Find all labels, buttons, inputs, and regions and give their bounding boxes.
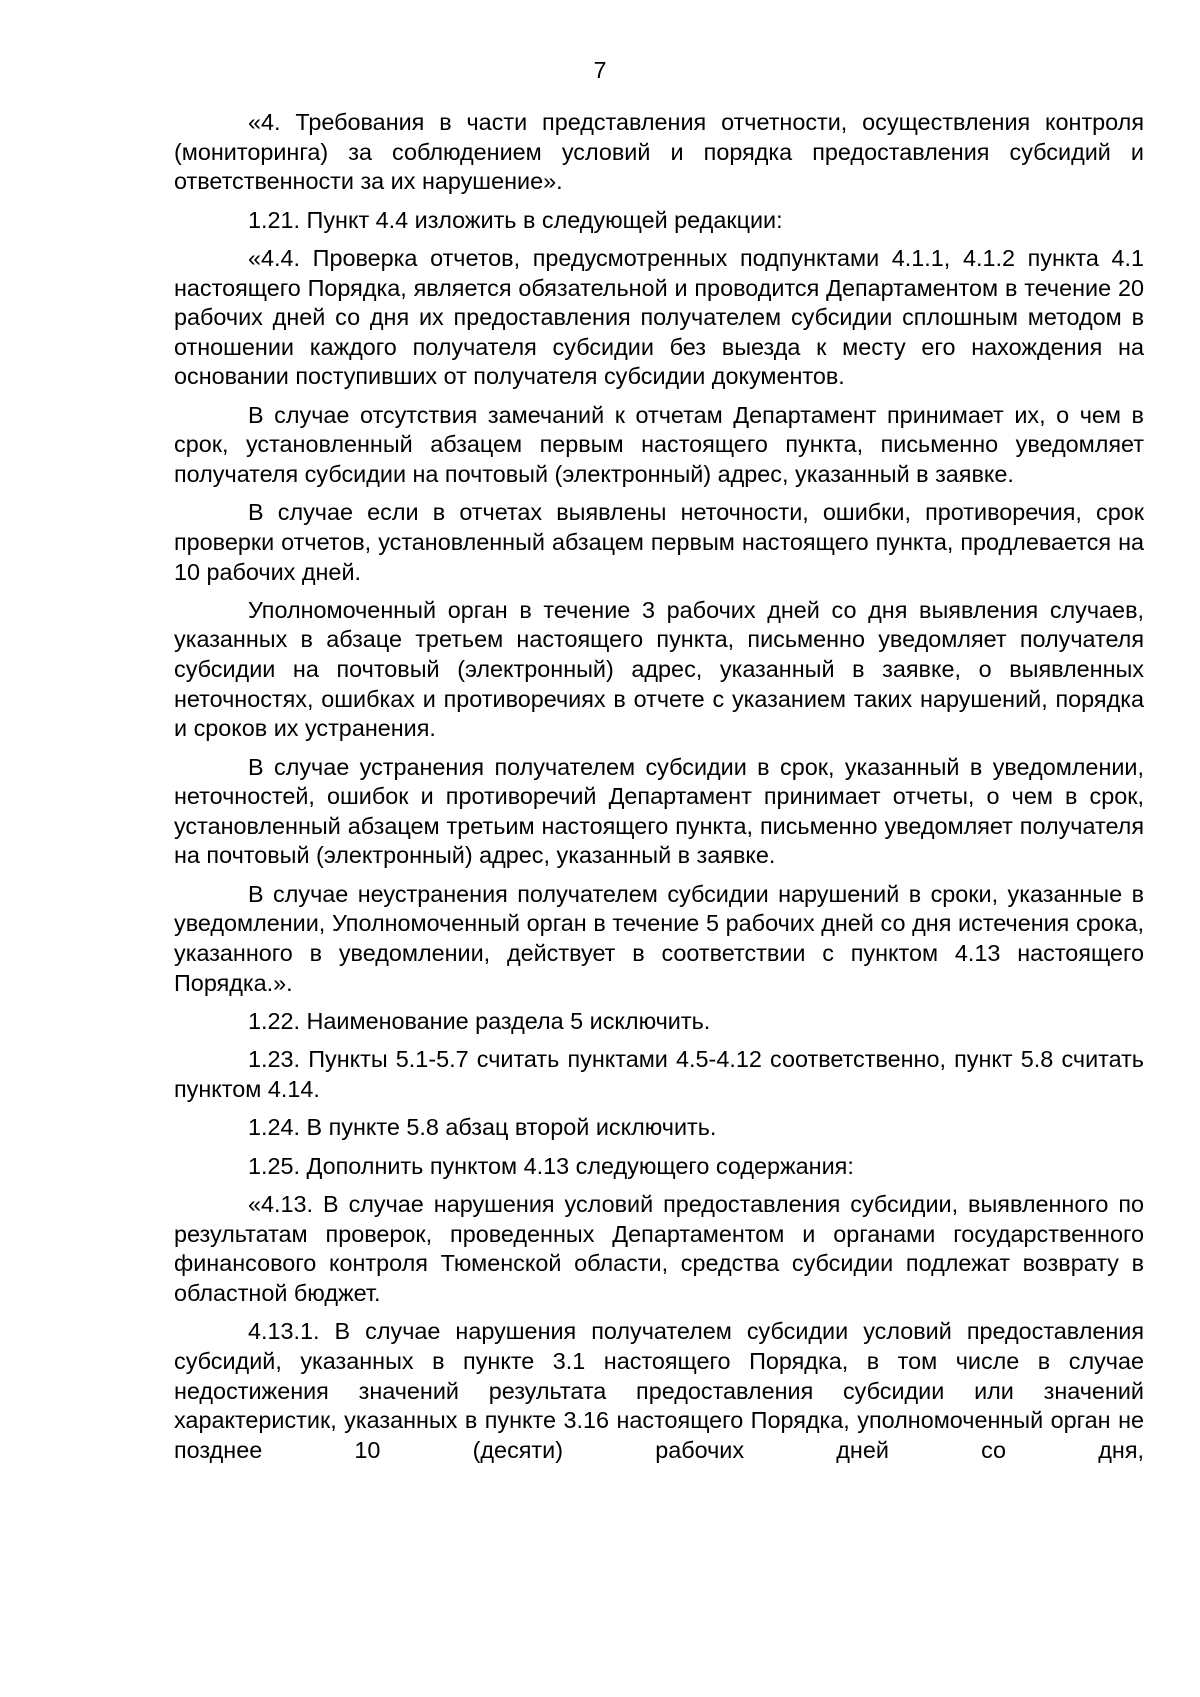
clause-4-4-notification-paragraph: Уполномоченный орган в течение 3 рабочих дней со дня выявления случаев, указанных в абзаце третьем настоящего пункта, письменно уведомляет получателя субсидии на почтовый (электронный) адрес, указанный в заявке, о выявленных неточностях, ошибках и противоречиях в отчете с указанием таких нарушений, порядка и сроков их устранения.	[174, 596, 1144, 742]
clause-4-4-non-elimination-paragraph: В случае неустранения получателем субсидии нарушений в сроки, указанные в уведомлении, Уполномоченный орган в течение 5 рабочих дней со дня истечения срока, указанного в уведомлении, действует в соответствии с пунктом 4.13 настоящего Порядка.».	[174, 880, 1144, 996]
clause-4-4-inaccuracies-paragraph: В случае если в отчетах выявлены неточности, ошибки, противоречия, срок проверки отчетов, установленный абзацем первым настоящего пункта, продлевается на 10 рабочих дней.	[174, 499, 1144, 585]
clause-4-4-no-remarks-paragraph: В случае отсутствия замечаний к отчетам Департамент принимает их, о чем в срок, установленный абзацем первым настоящего пункта, письменно уведомляет получателя субсидии на почтовый (электронный) адрес, указанный в заявке.	[174, 401, 1144, 487]
item-1-22-paragraph: 1.22. Наименование раздела 5 исключить.	[248, 1008, 711, 1034]
page-number: 7	[593, 57, 607, 83]
clause-4-4-paragraph: «4.4. Проверка отчетов, предусмотренных подпунктами 4.1.1, 4.1.2 пункта 4.1 настоящего Порядка, является обязательной и проводится Департаментом в течение 20 рабочих дней со дня их предоставления получателем субсидии сплошным методом в отношении каждого получателя субсидии без выезда к месту его нахождения на основании поступивших от получателя субсидии документов.	[174, 244, 1144, 390]
item-1-24-paragraph: 1.24. В пункте 5.8 абзац второй исключить.	[248, 1114, 717, 1141]
item-1-21-paragraph: 1.21. Пункт 4.4 изложить в следующей редакции:	[248, 206, 783, 233]
document-body	[174, 108, 1144, 1474]
item-1-25-paragraph: 1.25. Дополнить пунктом 4.13 следующего содержания:	[248, 1152, 854, 1179]
clause-4-13-1-paragraph: 4.13.1. В случае нарушения получателем субсидии условий предоставления субсидий, указанных в пункте 3.1 настоящего Порядка, в том числе в случае недостижения значений результата предоставления субсидии или значений характеристик, указанных в пункте 3.16 настоящего Порядка, уполномоченный орган не позднее 10 (десяти) рабочих дней со дня,	[174, 1318, 1144, 1463]
clause-4-4-elimination-paragraph: В случае устранения получателем субсидии в срок, указанный в уведомлении, неточностей, ошибок и противоречий Департамент принимает отчеты, о чем в срок, установленный абзацем третьим настоящего пункта, письменно уведомляет получателя на почтовый (электронный) адрес, указанный в заявке.	[174, 753, 1144, 869]
item-1-23-paragraph: 1.23. Пункты 5.1-5.7 считать пунктами 4.5-4.12 соответственно, пункт 5.8 считать пунктом 4.14.	[174, 1046, 1144, 1102]
section-4-heading-paragraph: «4. Требования в части представления отчетности, осуществления контроля (мониторинга) за соблюдением условий и порядка предоставления субсидий и ответственности за их нарушение».	[174, 109, 1144, 195]
clause-4-13-paragraph: «4.13. В случае нарушения условий предоставления субсидии, выявленного по результатам проверок, проведенных Департаментом и органами государственного финансового контроля Тюменской области, средства субсидии подлежат возврату в областной бюджет.	[174, 1191, 1144, 1306]
